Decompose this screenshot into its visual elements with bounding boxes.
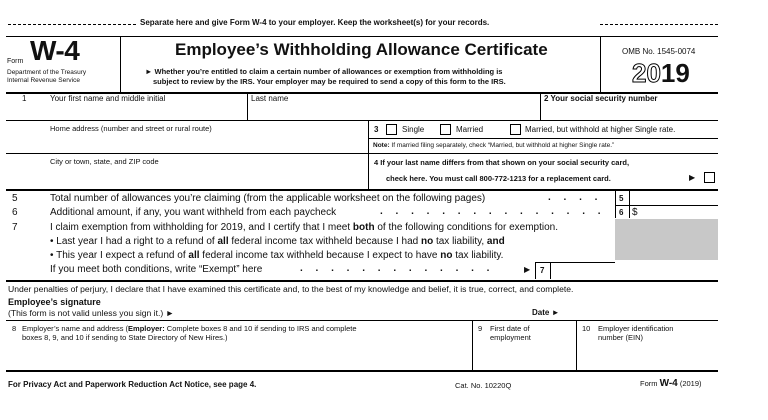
field9-label-line2: employment: [490, 333, 531, 342]
signature-input[interactable]: [220, 297, 520, 317]
line7-text-end: of the following conditions for exemption.: [374, 222, 559, 233]
dept-line2: Internal Revenue Service: [7, 77, 80, 84]
form-label: Form: [7, 58, 24, 65]
bullet2-a: • This year I expect a refund of: [50, 250, 189, 261]
first-name-input[interactable]: [50, 104, 240, 118]
omb-number: OMB No. 1545-0074: [622, 47, 696, 56]
bullet1-bold1: all: [217, 236, 229, 247]
married-checkbox[interactable]: [440, 124, 451, 135]
line7-exempt-text: If you meet both conditions, write “Exempt” here: [50, 264, 263, 275]
line7-number: 7: [12, 222, 18, 233]
subtitle-line2: subject to review by the IRS. Your employer may be required to send a copy of this form to the IRS.: [153, 77, 506, 86]
field2-ssn-label: 2 Your social security number: [544, 94, 658, 103]
ssn-input[interactable]: [544, 104, 714, 118]
separator-text: Separate here and give Form W-4 to your employer. Keep the worksheet(s) for your records.: [140, 18, 490, 27]
first-date-employment-input[interactable]: [478, 344, 572, 366]
line7-box-label: 7: [540, 266, 545, 275]
bullet2-c: tax liability.: [452, 250, 504, 261]
line5-box-label: 5: [619, 194, 624, 203]
footer-form-id: [640, 379, 702, 388]
tax-year: [632, 58, 690, 88]
field10-label-line1: Employer identification: [598, 324, 674, 333]
date-input[interactable]: [568, 300, 716, 318]
date-label: Date ►: [532, 308, 560, 317]
line7-text: [50, 222, 558, 234]
dept-line1: Department of the Treasury: [7, 69, 87, 76]
line6-leader-dots: . . . . . . . . . . . . . . .: [380, 206, 606, 217]
field1-number: 1: [22, 94, 27, 103]
footer-form-year: (2019): [677, 379, 702, 388]
field8-number: 8: [12, 324, 17, 333]
line7-leader-dots: . . . . . . . . . . . . .: [300, 263, 495, 274]
ein-input[interactable]: [582, 344, 716, 366]
additional-amount-input[interactable]: [642, 206, 716, 218]
field1-first-name-label: Your first name and middle initial: [50, 94, 166, 103]
footer-form-pre: Form: [640, 379, 660, 388]
bullet1-b: federal income tax withheld because I had: [228, 236, 421, 247]
single-label: Single: [402, 125, 425, 134]
footer-form-number: W-4: [659, 378, 678, 389]
bullet2-bold1: all: [188, 250, 200, 261]
catalog-number: Cat. No. 10220Q: [455, 381, 512, 390]
perjury-statement: Under penalties of perjury, I declare that I have examined this certificate and, to the best of my knowledge and belief, it is true, correct, and complete.: [8, 284, 574, 294]
married-higher-rate-label: Married, but withhold at higher Single rate.: [525, 125, 676, 134]
exemption-bullet2: [50, 250, 503, 262]
line7-text-a: I claim exemption from withholding for 2019, and I certify that I meet: [50, 222, 353, 233]
exemption-bullet1: [50, 236, 505, 248]
city-state-zip-input[interactable]: [50, 167, 360, 187]
name-differs-checkbox[interactable]: [704, 172, 715, 183]
home-address-input[interactable]: [50, 134, 360, 154]
field4-line1: 4 If your last name differs from that shown on your social security card,: [374, 158, 630, 167]
bullet1-bold3: and: [486, 236, 505, 247]
tax-year-bold: 19: [660, 58, 690, 88]
signature-note: (This form is not valid unless you sign it.) ►: [8, 308, 175, 318]
exempt-input[interactable]: [552, 263, 612, 277]
line7-text-bold: both: [352, 222, 375, 233]
arrow-right-icon: ▶: [689, 173, 696, 182]
allowances-input[interactable]: [632, 191, 716, 204]
note-label: Note:: [373, 142, 390, 149]
line5-number: 5: [12, 193, 18, 204]
field8-a: Employer’s name and address (: [22, 324, 129, 333]
married-higher-rate-checkbox[interactable]: [510, 124, 521, 135]
last-name-input[interactable]: [251, 104, 535, 118]
single-checkbox[interactable]: [386, 124, 397, 135]
subtitle-line1: ► Whether you’re entitled to claim a certain number of allowances or exemption from withholding is: [145, 67, 503, 76]
line5-text: Total number of allowances you’re claiming (from the applicable worksheet on the following pages): [50, 193, 486, 204]
bullet2-b: federal income tax withheld because I expect to have: [199, 250, 441, 261]
bullet2-bold2: no: [440, 250, 453, 261]
field10-label-line2: number (EIN): [598, 333, 644, 342]
line6-dollar-sign: $: [632, 207, 638, 218]
home-address-label: Home address (number and street or rural route): [50, 124, 212, 133]
field8-label: [22, 324, 357, 333]
line5-leader-dots: . . . .: [548, 192, 603, 203]
city-state-zip-label: City or town, state, and ZIP code: [50, 157, 159, 166]
bullet1-c: tax liability,: [433, 236, 487, 247]
bullet1-bold2: no: [420, 236, 434, 247]
field3-number: 3: [374, 125, 379, 134]
field4-line2: check here. You must call 800-772-1213 for a replacement card.: [386, 174, 611, 183]
note-text: If married filing separately, check “Married, but withhold at higher Single rate.”: [391, 142, 615, 149]
field8-b: Complete boxes 8 and 10 if sending to IRS and complete: [164, 324, 357, 333]
bullet1-a: • Last year I had a right to a refund of: [50, 236, 218, 247]
field8-label-line2: boxes 8, 9, and 10 if sending to State Directory of New Hires.): [22, 333, 228, 342]
field8-bold: Employer:: [128, 324, 165, 333]
line6-box-label: 6: [619, 208, 624, 217]
privacy-notice: For Privacy Act and Paperwork Reduction Act Notice, see page 4.: [8, 380, 257, 389]
form-number: W-4: [30, 35, 80, 66]
note: [373, 142, 614, 150]
arrow-right-icon: ▶: [524, 265, 531, 274]
line6-number: 6: [12, 207, 18, 218]
field9-number: 9: [478, 324, 483, 333]
tax-year-outline: 20: [632, 58, 661, 88]
field1-last-name-label: Last name: [251, 94, 289, 103]
field9-label-line1: First date of: [490, 324, 530, 333]
line6-text: Additional amount, if any, you want withheld from each paycheck: [50, 207, 337, 218]
signature-title: Employee’s signature: [8, 297, 101, 307]
shaded-area: [615, 219, 718, 260]
employer-name-address-input[interactable]: [22, 344, 462, 366]
form-title: Employee’s Withholding Allowance Certificate: [175, 40, 548, 59]
married-label: Married: [456, 125, 484, 134]
field10-number: 10: [582, 324, 591, 333]
